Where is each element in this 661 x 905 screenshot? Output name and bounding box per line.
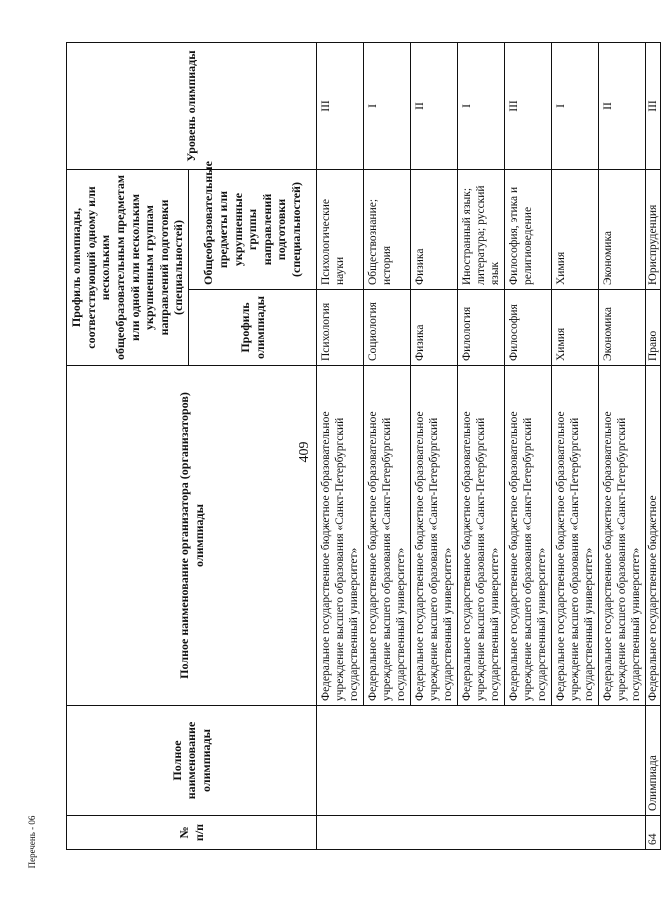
cell-organizer: Федеральное государственное бюджетное [646,366,661,706]
cell-profile: Философия [505,290,552,366]
cell-organizer: Федеральное государственное бюджетное образовательное учреждение высшего образования «Санкт-Петербургский государственный университет» [364,366,411,706]
cell-level: I [458,43,505,170]
cell-profile: Физика [411,290,458,366]
footer-doc-code: Перечень - 06 [27,815,37,869]
cell-level: I [364,43,411,170]
cell-level: III [505,43,552,170]
rotated-table-area [66,43,660,850]
cell-profile: Психология [317,290,364,366]
header-level: Уровень олимпиады [67,43,317,170]
cell-subjects: Химия [552,170,599,290]
header-subjects: Общеобразовательные предметы или укрупненные группы направлений подготовки (специальностей) [189,170,317,290]
table-row [646,43,661,850]
cell-profile: Социология [364,290,411,366]
table-row [317,43,364,850]
cell-profile: Филология [458,290,505,366]
cell-level: II [411,43,458,170]
cell-subjects: Обществознание; история [364,170,411,290]
cell-level: I [552,43,599,170]
cell-profile: Право [646,290,661,366]
cell-subjects: Философия, этика и религиоведение [505,170,552,290]
cell-olympiad-empty [317,706,646,816]
cell-olympiad-name: Олимпиада [646,706,661,816]
cell-subjects: Юриспруденция [646,170,661,290]
cell-organizer: Федеральное государственное бюджетное образовательное учреждение высшего образования «Санкт-Петербургский государственный университет» [458,366,505,706]
cell-level: III [646,43,661,170]
cell-organizer: Федеральное государственное бюджетное образовательное учреждение высшего образования «Санкт-Петербургский государственный университет» [552,366,599,706]
olympiad-table [66,42,661,850]
header-num: № п/п [67,816,317,850]
cell-num-empty [317,816,646,850]
header-organizer: Полное наименование организатора (организаторов) олимпиады [67,366,317,706]
cell-organizer: Федеральное государственное бюджетное образовательное учреждение высшего образования «Санкт-Петербургский государственный университет» [411,366,458,706]
header-profile-group: Профиль олимпиады, соответствующий одному или нескольким общеобразовательным предметам или одной или нескольким укрупненным группам направлений подготовки (специальностей) [67,170,189,366]
cell-level: II [599,43,646,170]
cell-profile: Химия [552,290,599,366]
cell-organizer: Федеральное государственное бюджетное образовательное учреждение высшего образования «Санкт-Петербургский государственный университет» [599,366,646,706]
cell-level: III [317,43,364,170]
cell-organizer: Федеральное государственное бюджетное образовательное учреждение высшего образования «Санкт-Петербургский государственный университет» [505,366,552,706]
header-olympiad-name: Полное наименование олимпиады [67,706,317,816]
cell-subjects: Экономика [599,170,646,290]
cell-subjects: Физика [411,170,458,290]
cell-num: 64 [646,816,661,850]
cell-subjects: Психологические науки [317,170,364,290]
cell-organizer: Федеральное государственное бюджетное образовательное учреждение высшего образования «Санкт-Петербургский государственный университет» [317,366,364,706]
cell-profile: Экономика [599,290,646,366]
cell-subjects: Иностранный язык; литература; русский язык [458,170,505,290]
page-number: 409 [297,441,312,463]
header-profile: Профиль олимпиады [189,290,317,366]
